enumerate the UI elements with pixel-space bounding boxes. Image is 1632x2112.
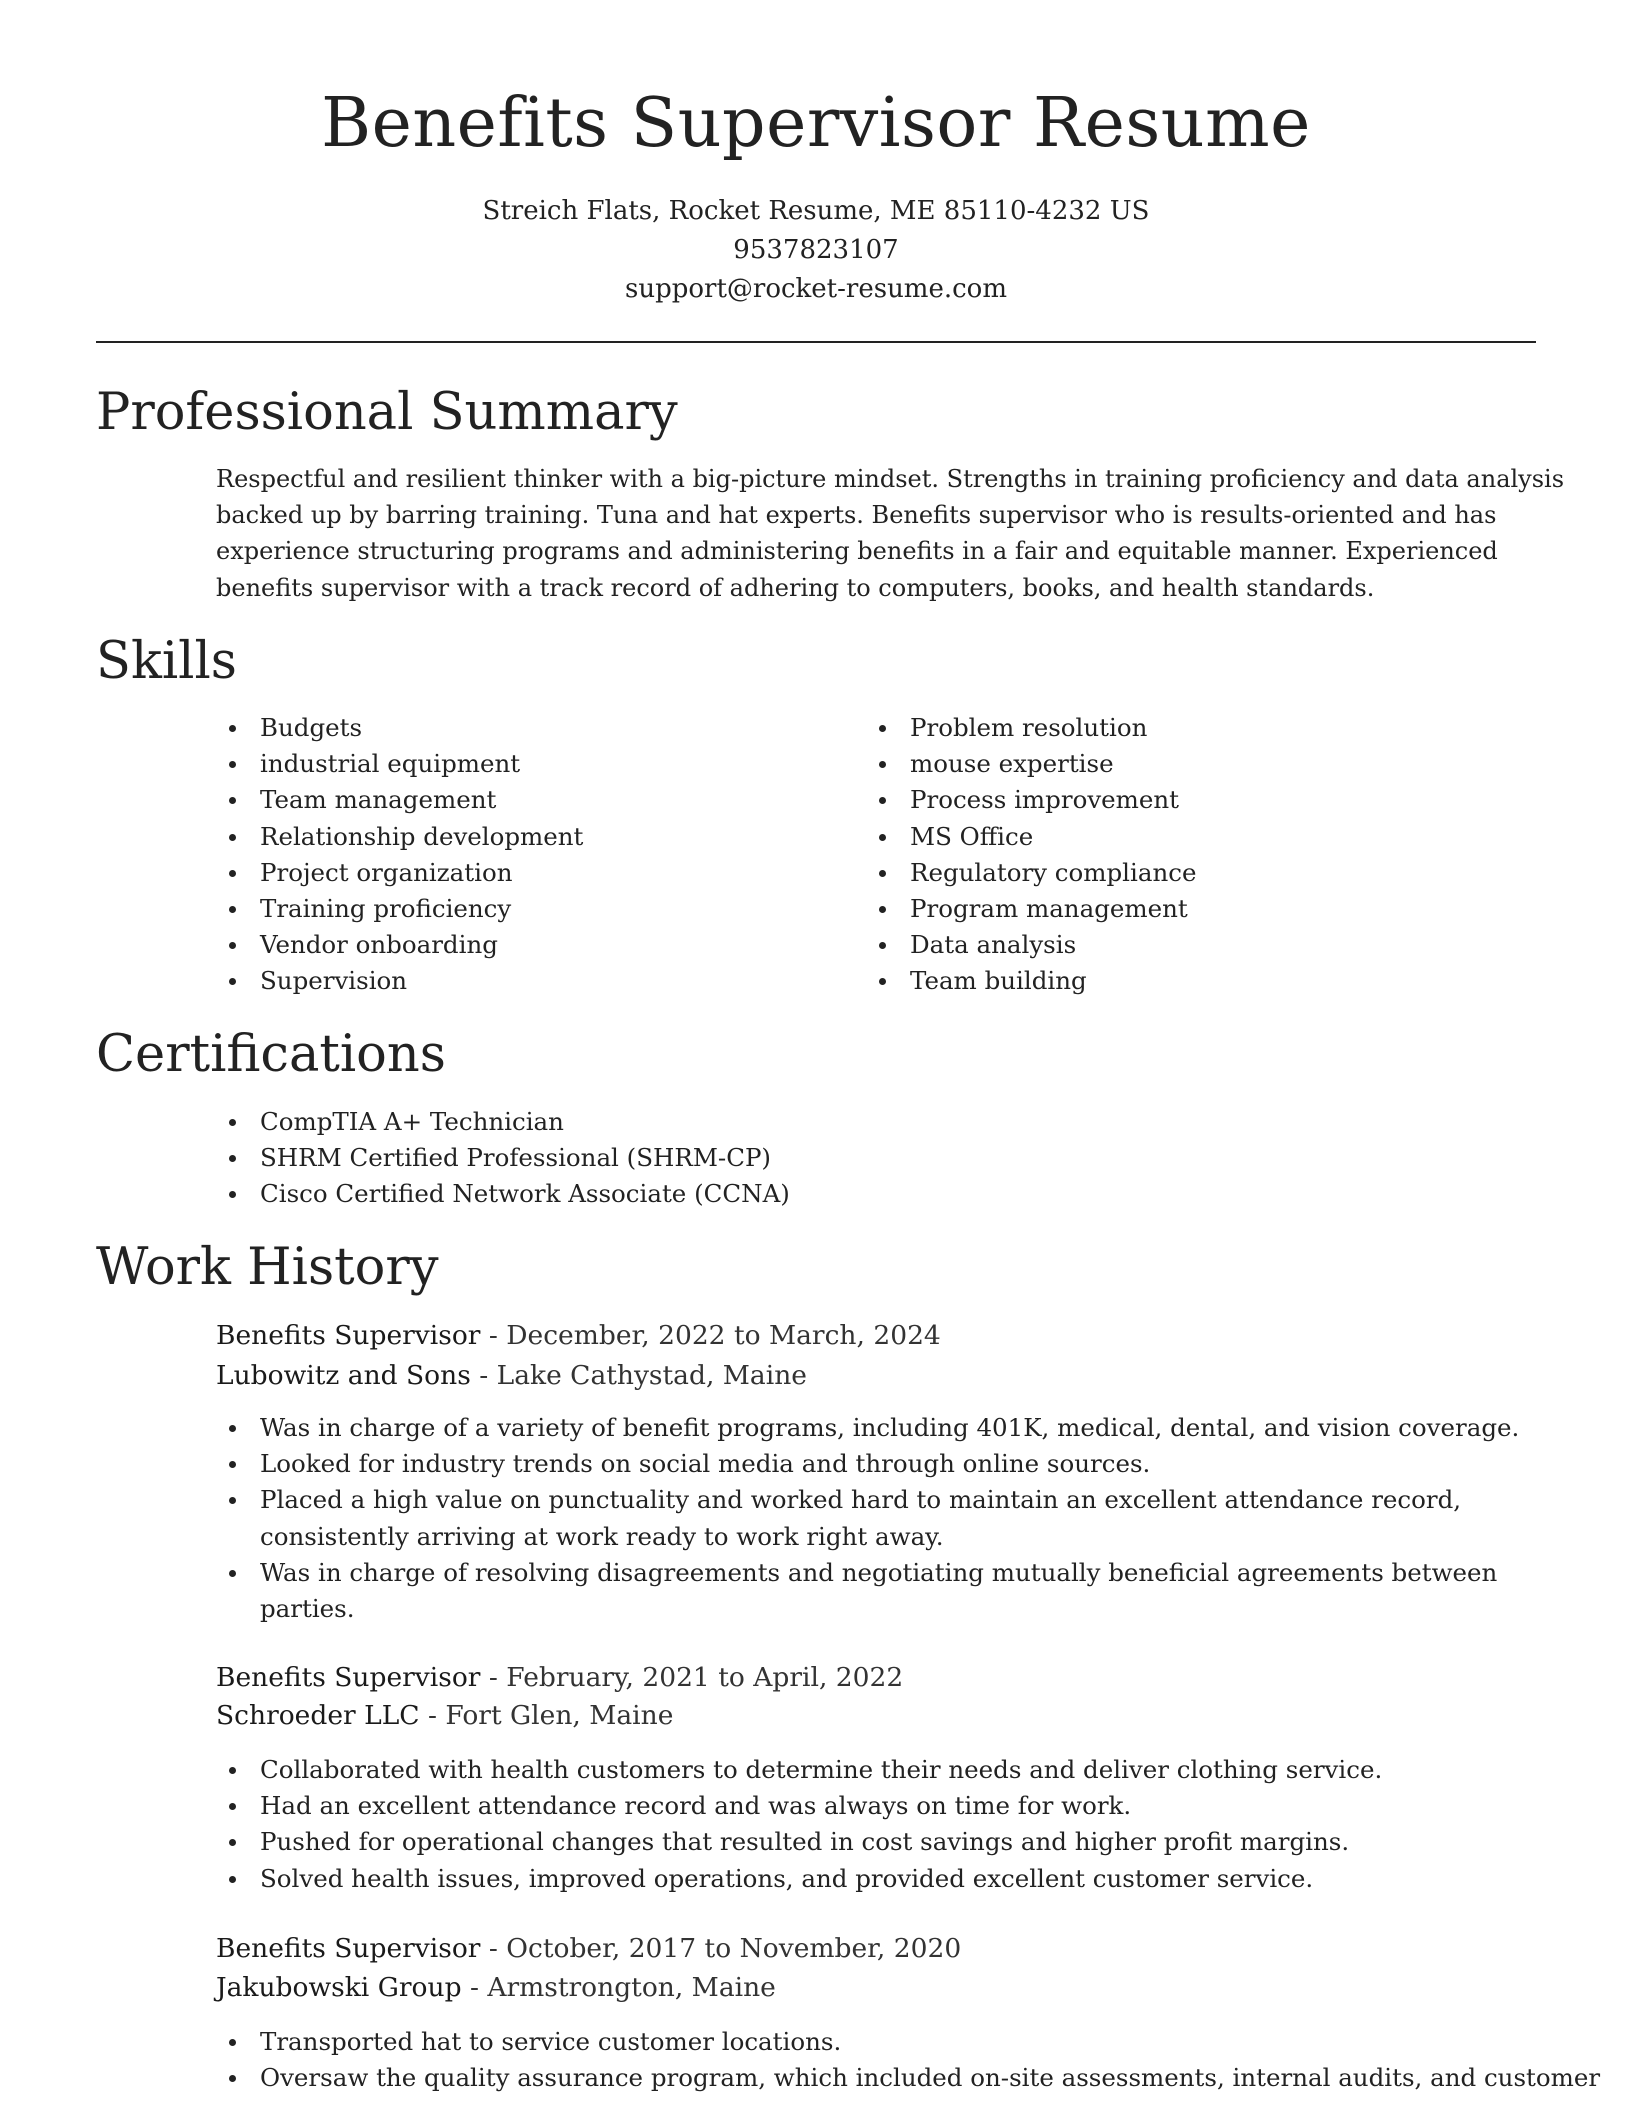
summary-text — [216, 461, 1565, 606]
job-title-line — [216, 1659, 903, 1697]
summary-line: Respectful and resilient thinker with a big-picture mindset. Strengths in training proficiency and data analysis — [216, 465, 1565, 493]
job-bullet-continuation: consistently arriving at work ready to work right away. — [260, 1521, 944, 1551]
skill-item: Program management — [866, 891, 1196, 927]
skill-item: Regulatory compliance — [866, 855, 1196, 891]
job-company-line — [216, 1357, 807, 1395]
header-divider — [96, 341, 1536, 343]
job-bullets — [216, 1752, 1382, 1897]
job-bullet: Collaborated with health customers to determine their needs and deliver clothing service. — [216, 1752, 1382, 1788]
job-title: Benefits Supervisor — [216, 1320, 481, 1351]
certification-item: Cisco Certified Network Associate (CCNA) — [216, 1176, 790, 1212]
resume-title: Benefits Supervisor Resume — [321, 84, 1311, 163]
contact-email: support@rocket-resume.com — [624, 274, 1007, 304]
job-location: - Lake Cathystad, Maine — [470, 1360, 807, 1391]
summary-line: benefits supervisor with a track record of adhering to computers, books, and health standards. — [216, 573, 1375, 602]
skill-item: Project organization — [216, 855, 583, 891]
skill-item: Relationship development — [216, 819, 583, 855]
skills-list-right — [866, 710, 1196, 1000]
job-location: - Fort Glen, Maine — [419, 1700, 674, 1731]
section-heading-skills: Skills — [96, 632, 237, 691]
certification-item: SHRM Certified Professional (SHRM-CP) — [216, 1140, 790, 1176]
certification-item: CompTIA A+ Technician — [216, 1104, 790, 1140]
job-title-line — [216, 1930, 961, 1968]
job-company-line — [216, 1969, 776, 2007]
job-bullet: Was in charge of resolving disagreements and negotiating mutually beneficial agreements between — [216, 1555, 1519, 1591]
skill-item: mouse expertise — [866, 746, 1196, 782]
skill-item: industrial equipment — [216, 746, 583, 782]
skill-item: Process improvement — [866, 782, 1196, 818]
contact-info — [0, 192, 1632, 309]
job-bullet: Placed a high value on punctuality and worked hard to maintain an excellent attendance record, — [216, 1482, 1519, 1518]
certifications-list — [216, 1104, 790, 1213]
job-company: Jakubowski Group — [216, 1972, 462, 2003]
skill-item: Problem resolution — [866, 710, 1196, 746]
skill-item: Team building — [866, 963, 1196, 999]
job-bullet: Pushed for operational changes that resulted in cost savings and higher profit margins. — [216, 1824, 1382, 1860]
job-bullets — [216, 2024, 1600, 2096]
skill-item: Training proficiency — [216, 891, 583, 927]
skill-item: Vendor onboarding — [216, 927, 583, 963]
contact-phone: 9537823107 — [733, 235, 899, 265]
skill-item: MS Office — [866, 819, 1196, 855]
section-heading-certifications: Certifications — [96, 1025, 446, 1084]
job-bullet: Oversaw the quality assurance program, which included on-site assessments, internal audits, and customer — [216, 2060, 1600, 2096]
contact-address: Streich Flats, Rocket Resume, ME 85110-4232 US — [482, 196, 1150, 226]
job-title-line — [216, 1317, 941, 1355]
summary-line: experience structuring programs and administering benefits in a fair and equitable manner. Experienced — [216, 537, 1498, 566]
job-bullet: Transported hat to service customer locations. — [216, 2024, 1600, 2060]
job-dates: - December, 2022 to March, 2024 — [480, 1320, 941, 1351]
job-bullet: Had an excellent attendance record and was always on time for work. — [216, 1788, 1382, 1824]
job-company: Schroeder LLC — [216, 1700, 420, 1731]
job-dates: - February, 2021 to April, 2022 — [480, 1662, 904, 1693]
job-dates: - October, 2017 to November, 2020 — [480, 1933, 962, 1964]
job-location: - Armstrongton, Maine — [461, 1972, 776, 2003]
job-company-line — [216, 1697, 673, 1735]
summary-line: backed up by barring training. Tuna and hat experts. Benefits supervisor who is results-oriented and has — [216, 501, 1497, 530]
skill-item: Data analysis — [866, 927, 1196, 963]
job-bullet-continuation: parties. — [260, 1594, 355, 1624]
job-bullet: Was in charge of a variety of benefit programs, including 401K, medical, dental, and vision coverage. — [216, 1410, 1519, 1446]
skill-item: Supervision — [216, 963, 583, 999]
job-bullet: Solved health issues, improved operations, and provided excellent customer service. — [216, 1861, 1382, 1897]
job-title: Benefits Supervisor — [216, 1662, 481, 1693]
job-title: Benefits Supervisor — [216, 1933, 481, 1964]
skill-item: Budgets — [216, 710, 583, 746]
section-heading-summary: Professional Summary — [96, 383, 678, 442]
section-heading-work-history: Work History — [96, 1238, 439, 1297]
job-bullets — [216, 1410, 1519, 1627]
job-company: Lubowitz and Sons — [216, 1360, 471, 1391]
skills-list-left — [216, 710, 583, 1000]
skill-item: Team management — [216, 782, 583, 818]
job-bullet: Looked for industry trends on social media and through online sources. — [216, 1446, 1519, 1482]
